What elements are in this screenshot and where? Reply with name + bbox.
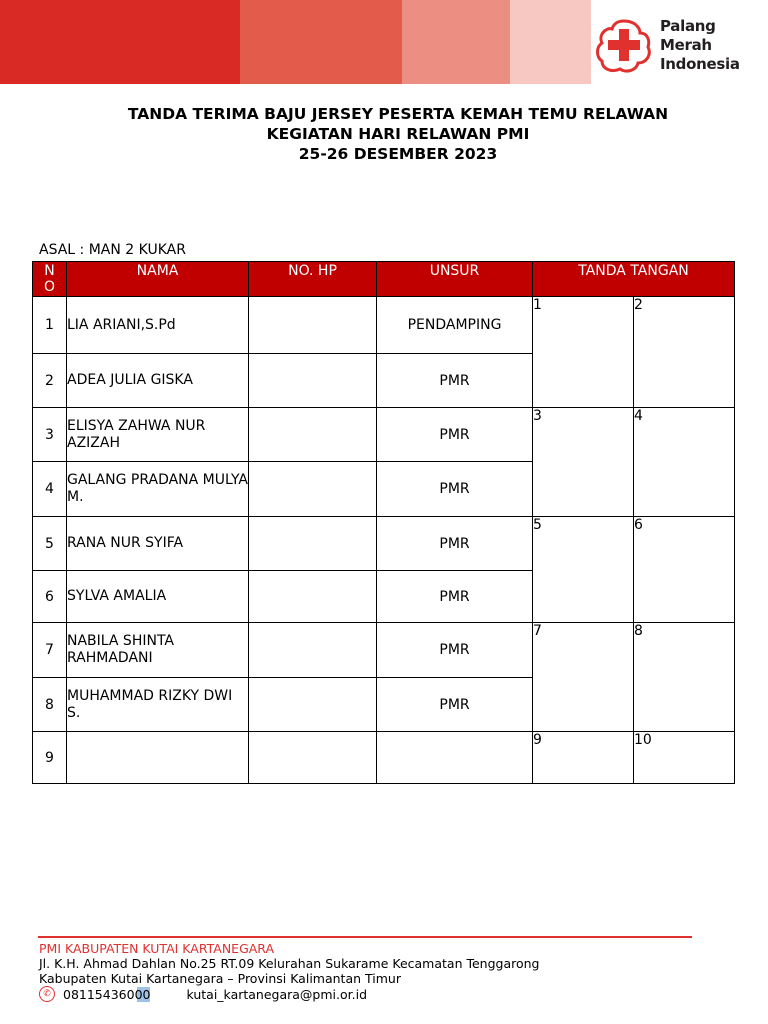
header-tanda-tangan: TANDA TANGAN <box>533 262 735 297</box>
footer-address-2: Kabupaten Kutai Kartanegara – Provinsi Kalimantan Timur <box>39 971 401 986</box>
red-cross-flower-icon <box>594 15 654 75</box>
row-no: 8 <box>33 678 67 732</box>
band-segment-4 <box>510 0 591 84</box>
row-unsur: PMR <box>377 623 533 678</box>
row-no: 1 <box>33 297 67 354</box>
footer-divider <box>38 936 692 938</box>
row-nama: MUHAMMAD RIZKY DWI S. <box>67 678 249 732</box>
table-row <box>33 408 735 462</box>
table-row <box>33 732 735 784</box>
row-hp <box>249 408 377 462</box>
logo-text <box>660 17 740 74</box>
table-row <box>33 517 735 571</box>
table-header-row <box>33 262 735 297</box>
row-nama <box>67 732 249 784</box>
row-unsur: PENDAMPING <box>377 297 533 354</box>
footer-address-1: Jl. K.H. Ahmad Dahlan No.25 RT.09 Kelurahan Sukarame Kecamatan Tenggarong <box>39 956 540 971</box>
header-no: N O <box>33 262 67 297</box>
signature-slot-5[interactable]: 5 <box>533 517 634 623</box>
signature-slot-7[interactable]: 7 <box>533 623 634 732</box>
title-line-2: KEGIATAN HARI RELAWAN PMI <box>266 125 530 143</box>
row-hp <box>249 732 377 784</box>
title-line-3: 25-26 DESEMBER 2023 <box>298 145 498 163</box>
title-line-1: TANDA TERIMA BAJU JERSEY PESERTA KEMAH TEMU RELAWAN <box>127 105 669 123</box>
row-no: 3 <box>33 408 67 462</box>
row-hp <box>249 354 377 408</box>
signature-slot-8[interactable]: 8 <box>634 623 735 732</box>
footer <box>39 941 540 1002</box>
band-segment-1 <box>0 0 240 84</box>
signature-slot-9[interactable]: 9 <box>533 732 634 784</box>
row-unsur: PMR <box>377 354 533 408</box>
row-unsur: PMR <box>377 571 533 623</box>
footer-email[interactable]: kutai_kartanegara@pmi.or.id <box>186 986 368 1002</box>
row-unsur <box>377 732 533 784</box>
row-hp <box>249 623 377 678</box>
row-hp <box>249 571 377 623</box>
row-no: 7 <box>33 623 67 678</box>
signature-slot-3[interactable]: 3 <box>533 408 634 517</box>
signature-slot-10[interactable]: 10 <box>634 732 735 784</box>
row-hp <box>249 517 377 571</box>
signature-slot-6[interactable]: 6 <box>634 517 735 623</box>
signature-slot-4[interactable]: 4 <box>634 408 735 517</box>
footer-contact <box>39 986 540 1002</box>
row-nama: GALANG PRADANA MULYA M. <box>67 462 249 517</box>
table-row <box>33 297 735 354</box>
signature-slot-2[interactable]: 2 <box>634 297 735 408</box>
header-no-hp: NO. HP <box>249 262 377 297</box>
row-unsur: PMR <box>377 517 533 571</box>
signature-slot-1[interactable]: 1 <box>533 297 634 408</box>
row-no: 5 <box>33 517 67 571</box>
row-unsur: PMR <box>377 462 533 517</box>
row-no: 4 <box>33 462 67 517</box>
header-color-band <box>0 0 591 84</box>
row-no: 9 <box>33 732 67 784</box>
row-nama: SYLVA AMALIA <box>67 571 249 623</box>
receipt-table <box>32 261 735 784</box>
band-segment-3 <box>402 0 510 84</box>
pmi-logo <box>594 10 764 80</box>
row-hp <box>249 297 377 354</box>
logo-line-3: Indonesia <box>660 54 740 73</box>
row-nama: ELISYA ZAHWA NUR AZIZAH <box>67 408 249 462</box>
row-hp <box>249 678 377 732</box>
row-hp <box>249 462 377 517</box>
row-nama: RANA NUR SYIFA <box>67 517 249 571</box>
row-nama: NABILA SHINTA RAHMADANI <box>67 623 249 678</box>
footer-phone[interactable]: 08115436000 <box>63 986 151 1002</box>
table-row <box>33 623 735 678</box>
row-no: 2 <box>33 354 67 408</box>
logo-line-2: Merah <box>660 35 712 54</box>
band-segment-2 <box>240 0 402 84</box>
row-nama: LIA ARIANI,S.Pd <box>67 297 249 354</box>
footer-org: PMI KABUPATEN KUTAI KARTANEGARA <box>39 941 275 956</box>
logo-line-1: Palang <box>660 16 716 35</box>
row-nama: ADEA JULIA GISKA <box>67 354 249 408</box>
row-unsur: PMR <box>377 678 533 732</box>
phone-icon: ✆ <box>39 986 55 1002</box>
asal-label: ASAL : MAN 2 KUKAR <box>39 242 186 258</box>
row-no: 6 <box>33 571 67 623</box>
document-title <box>0 104 768 164</box>
header-nama: NAMA <box>67 262 249 297</box>
header-unsur: UNSUR <box>377 262 533 297</box>
row-unsur: PMR <box>377 408 533 462</box>
